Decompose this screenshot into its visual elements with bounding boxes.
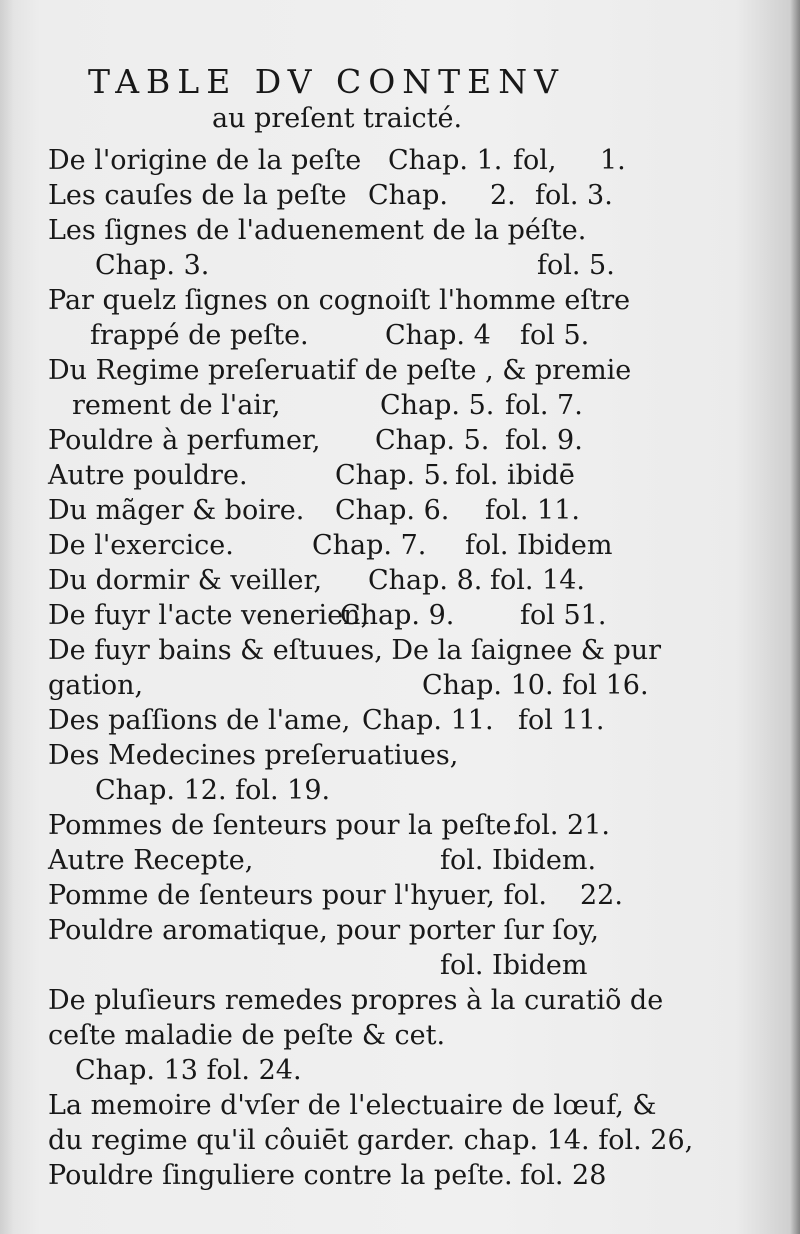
toc-entry-reference: fol 51. [520, 600, 607, 631]
toc-entry-text: Chap. 12. fol. 19. [95, 775, 331, 806]
toc-entry-text: Par quelz ſignes on cognoiſt l'homme eſtre [48, 285, 631, 316]
toc-entry-reference: 2. [490, 180, 516, 211]
toc-entry-reference: fol, [513, 145, 557, 176]
toc-entry-text: Du Regime preſeruatif de peſte , & premie [48, 355, 632, 386]
toc-entry-reference: Chap. 1. [388, 145, 503, 176]
toc-entry-text: Du mãger & boire. [48, 495, 305, 526]
toc-entry-reference: Chap. 4 [385, 320, 491, 351]
toc-entry-reference: fol. Ibidem [465, 530, 613, 561]
toc-entry-text: fol. Ibidem [440, 950, 588, 981]
toc-entry-text: Des Medecines preſeruatiues, [48, 740, 459, 771]
toc-entry-text: Pouldre aromatique, pour porter ſur ſoy, [48, 915, 599, 946]
page-subtitle: au preſent traicté. [212, 103, 463, 134]
toc-entry-text: Chap. 3. [95, 250, 210, 281]
toc-entry-text: rement de l'air, [72, 390, 281, 421]
toc-entry-text: gation, [48, 670, 144, 701]
toc-entry-text: Pomme de ſenteurs pour l'hyuer, fol. [48, 880, 547, 911]
toc-entry-text: Autre Recepte, [48, 845, 254, 876]
toc-entry-reference: fol. 28 [520, 1160, 607, 1191]
toc-entry-reference: fol. Ibidem. [440, 845, 597, 876]
toc-entry-reference: 1. [600, 145, 626, 176]
toc-entry-reference: fol 5. [520, 320, 590, 351]
toc-entry-text: Autre pouldre. [48, 460, 248, 491]
toc-entry-reference: Chap. 7. [312, 530, 427, 561]
toc-entry-text: Pommes de ſenteurs pour la peſte. [48, 810, 521, 841]
toc-entry-reference: Chap. 5. [380, 390, 495, 421]
toc-entry-text: Pouldre à perfumer, [48, 425, 321, 456]
toc-entry-text: De fuyr bains & eſtuues, De la ſaignee & pur [48, 635, 662, 666]
toc-entry-reference: Chap. 10. fol 16. [422, 670, 649, 701]
toc-entry-reference: 22. [580, 880, 623, 911]
toc-entry-reference: fol. ibidē [455, 460, 575, 491]
toc-entry-text: Les ſignes de l'aduenement de la péſte. [48, 215, 587, 246]
toc-entry-text: De l'exercice. [48, 530, 234, 561]
toc-entry-reference: Chap. 11. [362, 705, 494, 736]
toc-entry-text: Du dormir & veiller, [48, 565, 323, 596]
toc-entry-reference: Chap. 8. [368, 565, 483, 596]
toc-entry-reference: Chap. 5. [335, 460, 450, 491]
page-title: TABLE DV CONTENV [88, 62, 565, 101]
toc-entry-text: du regime qu'il côuiēt garder. chap. 14. fol. 26, [48, 1125, 694, 1156]
toc-entry-reference: fol. 5. [537, 250, 615, 281]
toc-entry-reference: fol. 7. [505, 390, 583, 421]
toc-entry-text: De fuyr l'acte venerien, [48, 600, 370, 631]
toc-entry-reference: fol. 3. [535, 180, 613, 211]
toc-entry-reference: fol 11. [518, 705, 605, 736]
toc-entry-reference: Chap. [368, 180, 449, 211]
toc-entry-text: De l'origine de la peſte [48, 145, 362, 176]
toc-entry-text: Pouldre ſinguliere contre la peſte. [48, 1160, 513, 1191]
toc-entry-reference: Chap. 9. [340, 600, 455, 631]
toc-entry-text: Les cauſes de la peſte [48, 180, 347, 211]
toc-entry-reference: Chap. 6. [335, 495, 450, 526]
toc-entry-text: ceſte maladie de peſte & cet. [48, 1020, 446, 1051]
toc-entry-text: La memoire d'vſer de l'electuaire de lœuf, & [48, 1090, 657, 1121]
toc-entry-reference: Chap. 5. [375, 425, 490, 456]
toc-entry-reference: fol. 11. [485, 495, 580, 526]
toc-entry-reference: fol. 9. [505, 425, 583, 456]
toc-entry-text: Des paſſions de l'ame, [48, 705, 351, 736]
toc-entry-text: De pluſieurs remedes propres à la curatiõ de [48, 985, 664, 1016]
toc-entry-text: Chap. 13 fol. 24. [75, 1055, 302, 1086]
toc-entry-reference: fol. 14. [490, 565, 585, 596]
toc-entry-reference: fol. 21. [515, 810, 610, 841]
toc-entry-text: frappé de peſte. [90, 320, 309, 351]
